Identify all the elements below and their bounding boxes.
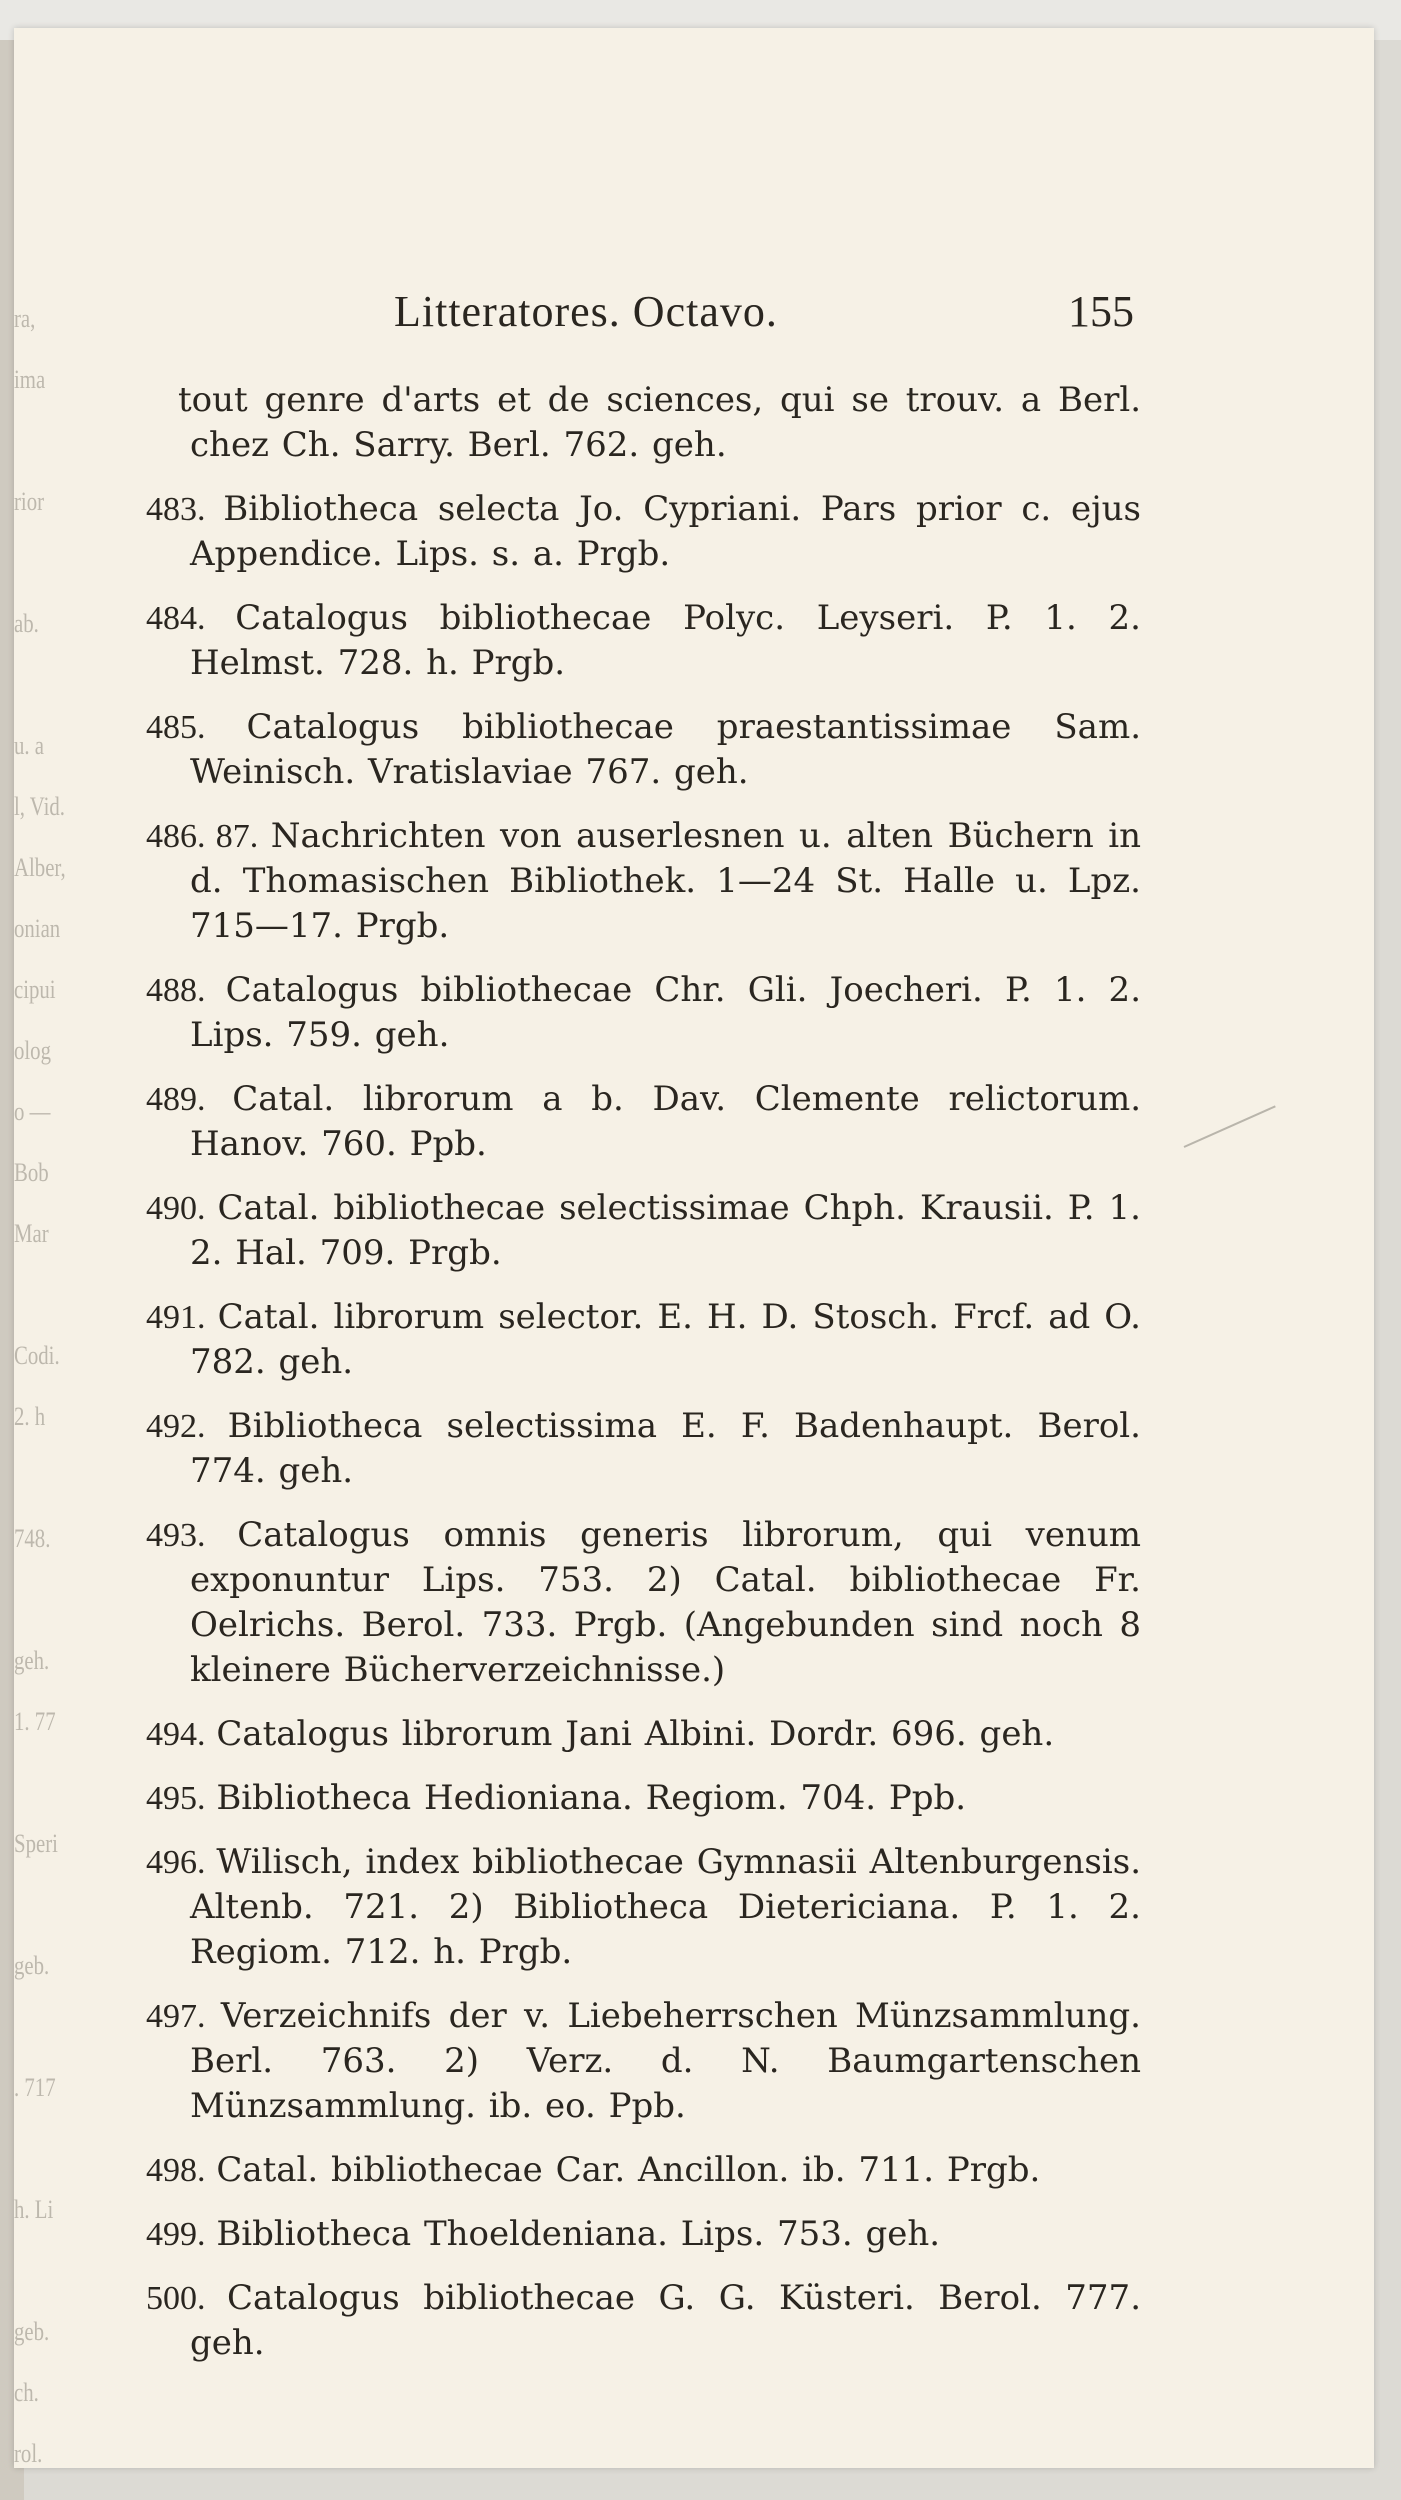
bleed-through-fragment (14, 2118, 62, 2179)
bleed-through-fragment (14, 1874, 62, 1935)
bleed-through-fragment: ra, (14, 304, 36, 333)
bleed-through-fragment: ch. (14, 2378, 39, 2407)
entry-number: 493. (146, 1517, 206, 1554)
bleed-through-fragment (14, 532, 62, 593)
entry-number: 489. (146, 1081, 206, 1118)
entry-number: 500. (146, 2280, 206, 2317)
bleed-through-fragment: geh. (14, 1646, 50, 1675)
entry-number: 499. (146, 2216, 206, 2253)
entry-text: tout genre d'arts et de sciences, qui se trouv. a Berl. chez Ch. Sarry. Berl. 762. geh. (178, 380, 1141, 465)
entry-number: 486. 87. (146, 818, 259, 855)
entry-number: 492. (146, 1408, 206, 1445)
continuation-entry (146, 378, 1141, 468)
bleed-through-fragment (14, 1996, 62, 2057)
bleed-through-fragment (14, 1752, 62, 1813)
bleed-through-fragment (14, 654, 62, 715)
bleed-through-fragment: l, Vid. (14, 792, 65, 821)
entry-number: 496. (146, 1844, 206, 1881)
catalogue-entry (146, 596, 1141, 686)
entry-text: Catalogus bibliothecae praestantissimae Sam. Weinisch. Vratislaviae 767. geh. (190, 707, 1141, 792)
bleed-through-fragment: Mar (14, 1219, 49, 1248)
bleed-through-fragment: rol. (14, 2439, 43, 2468)
catalogue-entry (146, 1994, 1141, 2129)
bleed-through-fragment: onian (14, 914, 61, 943)
catalogue-entry (146, 814, 1141, 949)
bleed-through-fragment: Bob (14, 1158, 49, 1187)
bleed-through-fragment: ima (14, 365, 46, 394)
entry-number: 490. (146, 1190, 206, 1227)
bleed-through-fragment: ab. (14, 609, 39, 638)
bleed-through-fragment: 2. h (14, 1402, 46, 1431)
bleed-through-fragment: h. Li (14, 2195, 54, 2224)
bleed-through-fragment: Codi. (14, 1341, 60, 1370)
entry-text: Catalogus omnis generis librorum, qui venum exponuntur Lips. 753. 2) Catal. bibliothecae Fr. Oelrichs. Berol. 733. Prgb. (Angebunden sind noch 8 kleinere Bücherverzeichnisse.) (190, 1515, 1141, 1690)
entry-text: Catalogus bibliothecae Chr. Gli. Joecheri. P. 1. 2. Lips. 759. geh. (190, 970, 1141, 1055)
entry-text: Catalogus bibliothecae Polyc. Leyseri. P. 1. 2. Helmst. 728. h. Prgb. (190, 598, 1141, 683)
page-number: 155 (1068, 287, 1134, 336)
entry-text: Wilisch, index bibliothecae Gymnasii Altenburgensis. Altenb. 721. 2) Bibliotheca Dietericiana. P. 1. 2. Regiom. 712. h. Prgb. (190, 1842, 1142, 1972)
bleed-through-fragment: u. a (14, 731, 45, 760)
catalogue-entry (146, 2212, 1141, 2257)
bleed-through-fragment: . 717 (14, 2073, 56, 2102)
running-title: Litteratores. Octavo. (394, 287, 778, 336)
catalogue-entry (146, 968, 1141, 1058)
bleed-through-fragment: geb. (14, 2317, 50, 2346)
entry-text: Catal. bibliothecae Car. Ancillon. ib. 711. Prgb. (216, 2150, 1041, 2190)
entry-number: 497. (146, 1998, 206, 2035)
catalogue-entry (146, 1513, 1141, 1693)
entry-number: 494. (146, 1716, 206, 1753)
catalogue-entry (146, 1186, 1141, 1276)
entry-number: 485. (146, 709, 206, 746)
catalogue-entry (146, 487, 1141, 577)
bleed-through-fragment: cipui (14, 975, 56, 1004)
catalogue-entry (146, 2148, 1141, 2193)
entry-text: Bibliotheca Thoeldeniana. Lips. 753. geh. (216, 2214, 941, 2254)
bleed-through-fragment: 748. (14, 1524, 51, 1553)
bleed-through-fragment: geb. (14, 1951, 50, 1980)
entry-text: Nachrichten von auserlesnen u. alten Büchern in d. Thomasischen Bibliothek. 1—24 St. Halle u. Lpz. 715—17. Prgb. (190, 816, 1142, 946)
catalogue-entry (146, 1840, 1141, 1975)
bleed-through-fragment (14, 1569, 62, 1630)
bleed-through-fragment: 1. 77 (14, 1707, 56, 1736)
catalogue-entries (146, 378, 1141, 2385)
entry-text: Verzeichnifs der v. Liebeherrschen Münzsammlung. Berl. 763. 2) Verz. d. N. Baumgartenschen Münzsammlung. ib. eo. Ppb. (190, 1996, 1141, 2126)
entry-number: 483. (146, 491, 206, 528)
entry-number: 495. (146, 1780, 206, 1817)
bleed-through-margin (14, 288, 74, 2468)
catalogue-entry (146, 1404, 1141, 1494)
catalogue-entry (146, 1295, 1141, 1385)
bleed-through-fragment: Alber, (14, 853, 66, 882)
catalogue-entry (146, 1077, 1141, 1167)
bleed-through-fragment (14, 1447, 62, 1508)
bleed-through-fragment: rior (14, 487, 45, 516)
book-page (14, 28, 1374, 2468)
entry-text: Catalogus librorum Jani Albini. Dordr. 696. geh. (216, 1714, 1055, 1754)
running-header (394, 286, 1134, 346)
entry-text: Bibliotheca selectissima E. F. Badenhaupt. Berol. 774. geh. (190, 1406, 1141, 1491)
entry-number: 488. (146, 972, 206, 1009)
bleed-through-fragment (14, 1264, 62, 1325)
catalogue-entry (146, 2276, 1141, 2366)
bleed-through-fragment: olog (14, 1036, 51, 1065)
entry-text: Catalogus bibliothecae G. G. Küsteri. Berol. 777. geh. (190, 2278, 1142, 2363)
entry-text: Bibliotheca selecta Jo. Cypriani. Pars prior c. ejus Appendice. Lips. s. a. Prgb. (190, 489, 1141, 574)
entry-number: 498. (146, 2152, 206, 2189)
entry-text: Catal. librorum selector. E. H. D. Stosch. Frcf. ad O. 782. geh. (190, 1297, 1141, 1382)
entry-text: Catal. librorum a b. Dav. Clemente relictorum. Hanov. 760. Ppb. (190, 1079, 1141, 1164)
entry-text: Bibliotheca Hedioniana. Regiom. 704. Ppb. (216, 1778, 967, 1818)
bleed-through-fragment: Speri (14, 1829, 58, 1858)
entry-number: 491. (146, 1299, 206, 1336)
catalogue-entry (146, 1712, 1141, 1757)
pencil-mark (1184, 1105, 1276, 1148)
bleed-through-fragment: o — (14, 1097, 51, 1126)
entry-text: Catal. bibliothecae selectissimae Chph. Krausii. P. 1. 2. Hal. 709. Prgb. (190, 1188, 1141, 1273)
entry-number: 484. (146, 600, 206, 637)
bleed-through-fragment (14, 2240, 62, 2301)
catalogue-entry (146, 1776, 1141, 1821)
bleed-through-fragment (14, 410, 62, 471)
catalogue-entry (146, 705, 1141, 795)
